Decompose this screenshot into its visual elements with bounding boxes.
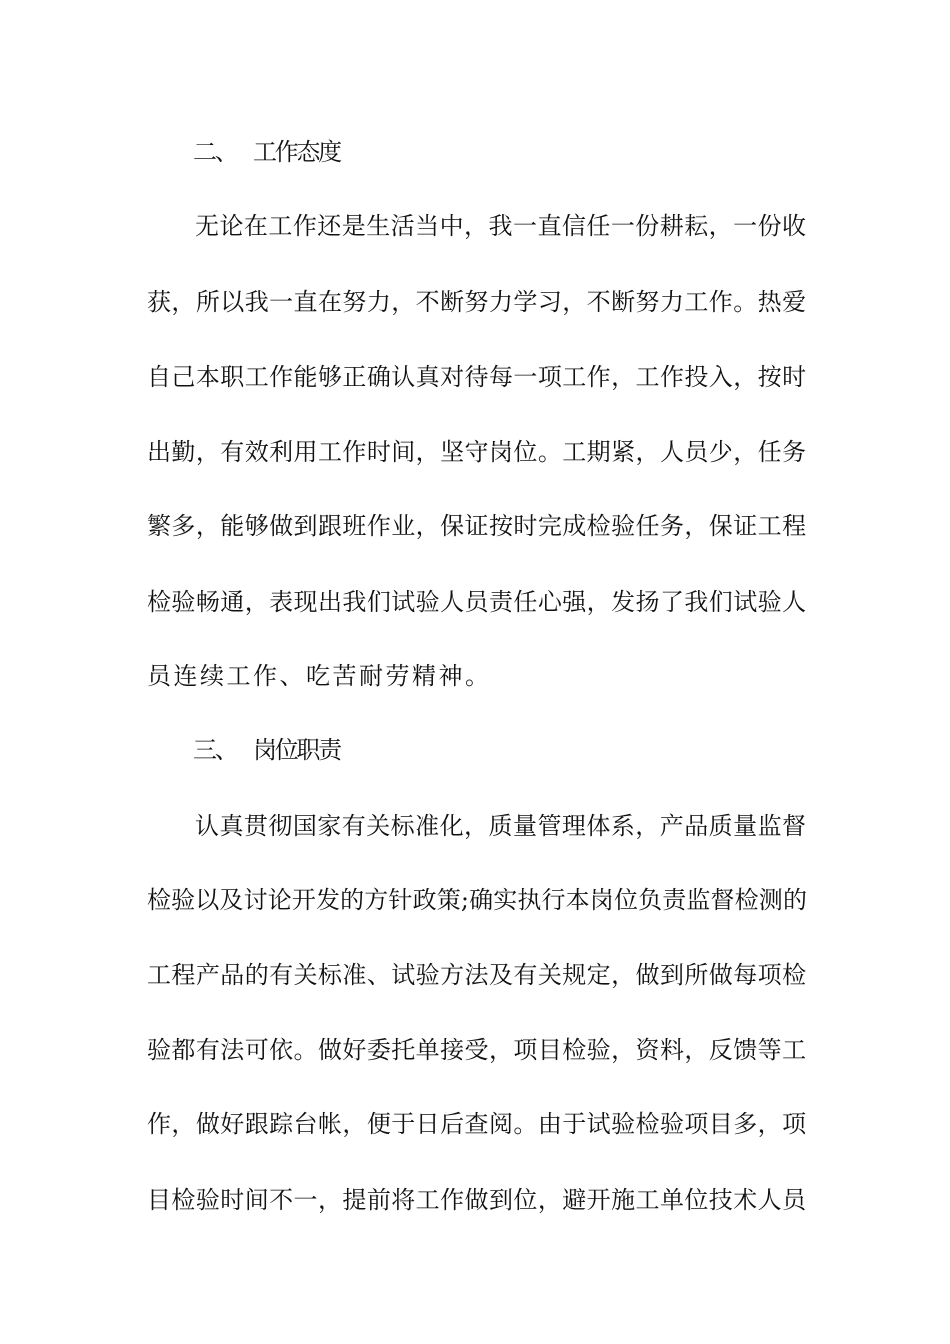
section-title: 岗位职责: [253, 736, 340, 764]
paragraph-line: 无论在工作还是生活当中，我一直信任一份耕耘，一份收: [195, 212, 807, 240]
paragraph-line: 检验以及讨论开发的方针政策;确实执行本岗位负责监督检测的: [147, 886, 808, 914]
section-heading: [193, 730, 853, 770]
paragraph-line: 检验畅通，表现出我们试验人员责任心强，发扬了我们试验人: [147, 588, 807, 616]
section-number: 二、: [193, 138, 237, 166]
section-number: 三、: [193, 736, 237, 764]
paragraph-line: 验都有法可依。做好委托单接受，项目检验，资料，反馈等工: [147, 1036, 807, 1064]
paragraph-line: 出勤，有效利用工作时间，坚守岗位。工期紧，人员少，任务: [147, 438, 807, 466]
section-title: 工作态度: [253, 138, 340, 166]
paragraph-line: 自己本职工作能够正确认真对待每一项工作，工作投入，按时: [147, 363, 807, 391]
paragraph-line: 目检验时间不一，提前将工作做到位，避开施工单位技术人员: [147, 1186, 807, 1214]
paragraph-line: 工程产品的有关标准、试验方法及有关规定，做到所做每项检: [147, 961, 807, 989]
paragraph-line: 认真贯彻国家有关标准化，质量管理体系，产品质量监督: [195, 812, 807, 840]
paragraph-line: 获，所以我一直在努力，不断努力学习，不断努力工作。热爱: [147, 288, 807, 316]
paragraph-line: 员连续工作、吃苦耐劳精神。: [147, 662, 492, 690]
paragraph-line: 繁多，能够做到跟班作业，保证按时完成检验任务，保证工程: [147, 512, 807, 540]
section-heading: [193, 132, 853, 172]
paragraph-line: 作，做好跟踪台帐，便于日后查阅。由于试验检验项目多，项: [147, 1110, 807, 1138]
